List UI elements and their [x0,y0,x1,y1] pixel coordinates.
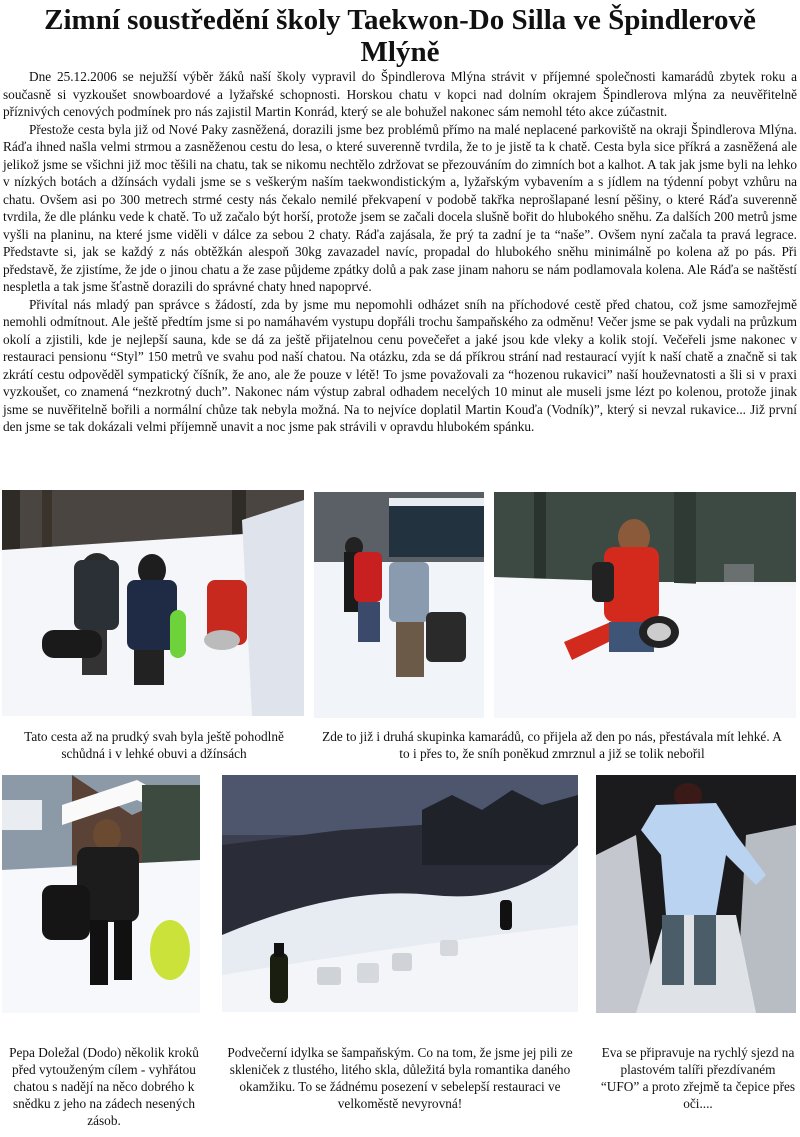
article-body [3,68,797,436]
photo-caption: Pepa Doležal (Dodo) několik kroků před vytouženým cílem - vyhřátou chatou s nadějí na něco dobrého k snědku z jeho na zádech nesených zásob. [9,1045,199,1128]
photo-caption: Podvečerní idylka se šampaňským. Co na tom, že jsme jej pili ze skleniček z tlustého, litého skla, důležitá byla romantika daného okamžiku. To se žádnému posezení v sebelepší restauraci ve velkoměstě nevyrovná! [227,1045,573,1111]
photo-forest-trail [2,490,304,716]
paragraph: Dne 25.12.2006 se nejužší výběr žáků naší školy vypravil do Špindlerova Mlýna strávit v příjemné společnosti kamarádů zbytek roku a současně si vyzkoušet snowboardové a lyžařské schopnosti. Horskou chatu v kopci nad dolním okrajem Špindlerova mlýna za neuvěřitelně příznivých cenových podmínek pro nás zajistil Martin Konrád, který se ale bohužel nakonec sám nemohl této akce zúčastnit. [3,69,797,119]
photo-eva-night [596,775,796,1013]
paragraph: Přivítal nás mladý pan správce s žádostí, zda by jsme mu nepomohli odházet sníh na příchodové cestě před chatou, což jsme samozřejmě nemohli odmítnout. Ale ještě předtím jsme si po namáhavém vystupu dopřáli trochu šampaňského za odměnu! Večer jsme se pak vydali na průzkum okolí a zjistili, kde je nejlepší sauna, kde se dá za ještě přijatelnou cenu povečeřet a jaké jsou kde vleky a kolik stojí. Večeřeli jsme nakonec v restauraci pensionu “Styl” 150 metrů ve svahu pod naší chatou. Na otázku, zda se dá příkrou strání nad restaurací vyjít k naší chatě a značně si tak zkrátí cestu odpověděl sympatický číšník, že ano, ale že pouze v létě! To jsme považovali za “hozenou rukavici” naší houževnatosti a šli si v praxi vyzkoušet, co znamená “nezkrotný duch”. Nakonec nám výstup zabral odhadem necelých 10 minut ale museli jsme lézt po kolenou, protože jinak jsme se nuvěřitelně bořili a normální chůze tak nebyla možná. Na to nejvíce doplatil Martin Kouďa (Vodník)”, který si nevzal rukavice... Již první den jsme se tak dokázali velmi příjemně unavit a noc jsme pak strávili v opravdu hlubokém spánku. [3,296,797,434]
photo-champagne-dusk [222,775,578,1012]
article-title: Zimní soustředění školy Taekwon-Do Silla ve Špindlerově Mlýně [44,4,756,68]
paragraph: Přestože cesta byla již od Nové Paky zasněžená, dorazili jsme bez problémů přímo na malé neplacené parkoviště na okraji Špindlerova Mlýna. Ráďa ihned našla velmi strmou a zasněženou cestu do lesa, o které suverenně tvrdila, že to je jistě ta k chatě. Cesta byla sice příkrá a zasněžená ale jelikož jsme se všichni již moc těšili na chatu, tak se nikomu nechtělo zdržovat se přezouváním do zimních bot a kalhot. A tak jak jsme byli na lehko v nízkých botách a džínsách vydali jsme se s veškerým naším taekwondistickým a, lyžařským vybavením a s jídlem na týdenní pobyt vzhůru na chatu. Ovšem asi po 300 metrech strmé cesty nás čekalo nemilé překvapení v podobě takřka neprošlapané lesní pěšiny, o které Ráďa suverenně tvrdila, že dle plánku vede k chatě. To už začalo být horší, protože jsem se začali docela slušně bořit do hlubokého sněhu. Za dalších 200 metrů jsme vyšli na planinu, na které jsme viděli v dálce za sebou 2 chaty. Ráďa zajásala, že prý ta zadní je ta “naše”. Ovšem nyní začala ta pravá legrace. Představte si, jak se každý z nás obtěžkán alespoň 30kg zavazadel navíc, propadal do hlubokého sněhu minimálně po kolena až po pás. Při představě, že zjistíme, že jde o jinou chatu a že zase půjdeme zpátky dolů a pak zase jinam nahoru se nám podlamovala kolena. Ale Ráďa se naštěstí nespletla a tak jsme šťastně dorazili do správné chaty hned napoprvé. [3,121,797,294]
photo-caption: Eva se připravuje na rychlý sjezd na plastovém talíři přezdívaném “UFO” a proto zřejmě ta čepice přes oči.... [600,1045,796,1111]
photo-caption: Tato cesta až na prudký svah byla ještě pohodlně schůdná i v lehké obuvi a džínsách [24,729,284,761]
photo-second-group [314,492,484,718]
photo-chalet-arrival [2,775,200,1013]
photo-caption: Zde to již i druhá skupinka kamarádů, co přijela až den po nás, přestávala mít lehké. A to i přes to, že sníh poněkud zmrznul a již se tolik nebořil [322,729,782,761]
photo-red-jacket [494,492,796,718]
